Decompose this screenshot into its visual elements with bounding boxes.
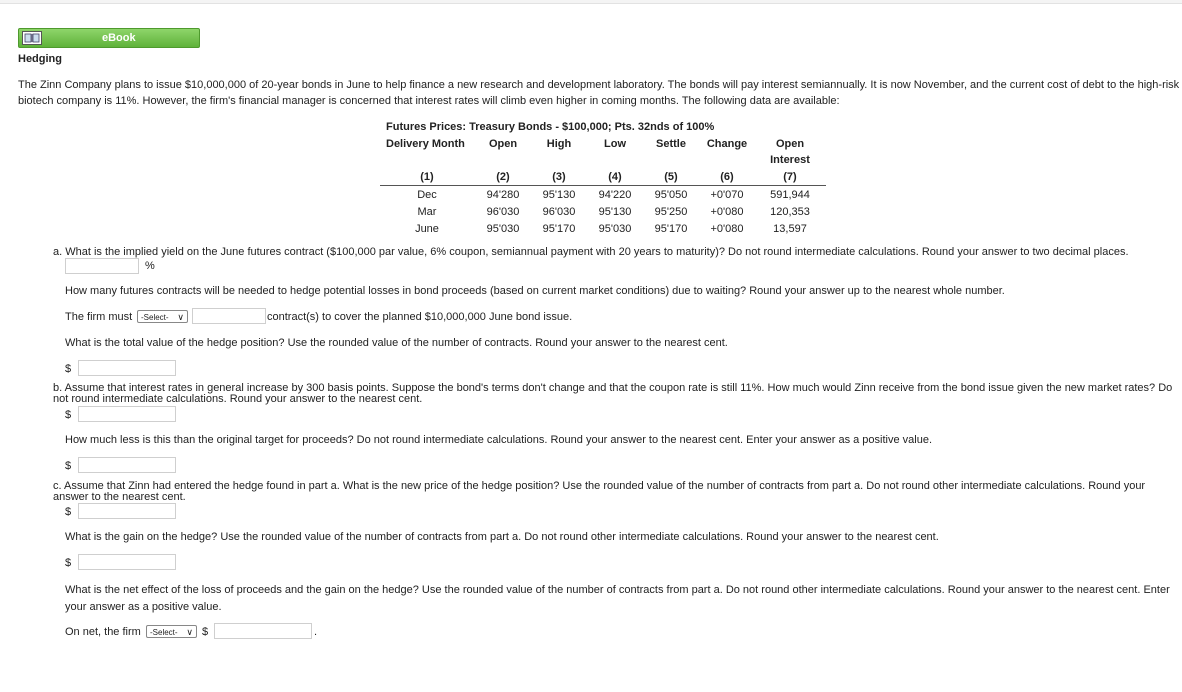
chevron-down-icon: ∨ (186, 627, 193, 637)
percent-unit: % (145, 260, 155, 272)
header-open: Open (488, 138, 518, 150)
net-effect-input[interactable] (214, 623, 312, 639)
chevron-down-icon: ∨ (177, 312, 184, 322)
table-cell: Mar (417, 206, 437, 218)
ebook-label: eBook (102, 32, 136, 44)
col-number-7: (7) (783, 171, 797, 183)
col-number-4: (4) (608, 171, 622, 183)
col-number-2: (2) (496, 171, 510, 183)
part-b-question-1: b. Assume that interest rates in general increase by 300 basis points. Suppose the bond's terms don't change and that the coupon rate is still 11%. How much would Zinn receive from the bond issue given the new market rates? Do not round intermediate calculations. Round your answer to the nearest cent. (53, 382, 1173, 405)
table-cell: 95'170 (542, 223, 576, 235)
part-b-question-2: How much less is this than the original target for proceeds? Do not round intermediate calculations. Round your answer to the nearest cent. Enter your answer as a positive value. (65, 434, 933, 446)
on-net-label: On net, the firm (65, 626, 141, 638)
header-delivery-month: Delivery Month (386, 138, 465, 150)
buy-sell-select[interactable] (137, 310, 188, 323)
table-cell: +0'080 (710, 206, 744, 218)
intro-paragraph: The Zinn Company plans to issue $10,000,000 of 20-year bonds in June to help finance a new research and development laboratory. The bonds will pay interest semiannually. It is now November, and the current cost of debt to the high-risk biotech company is 11%. However, the firm's financial manager is concerned that interest rates will climb even higher in coming months. The following data are available: (18, 79, 1180, 107)
contracts-suffix: contract(s) to cover the planned $10,000,000 June bond issue. (267, 311, 573, 323)
table-cell: 95'030 (598, 223, 632, 235)
proceeds-shortfall-input[interactable] (78, 457, 176, 473)
table-cell: 591,944 (770, 189, 810, 201)
part-a-question-1: a. What is the implied yield on the June futures contract ($100,000 par value, 6% coupon, semiannual payment with 20 years to maturity)? Do not round intermediate calculations. Round your answer to two decimal places. (53, 246, 1129, 258)
table-cell: 95'130 (598, 206, 632, 218)
col-number-6: (6) (720, 171, 734, 183)
table-cell: 120,353 (770, 206, 810, 218)
hedge-gain-input[interactable] (78, 554, 176, 570)
table-cell: 95'170 (654, 223, 688, 235)
net-effect-select[interactable] (146, 625, 197, 638)
contracts-input[interactable] (192, 308, 266, 324)
select-value: -Select- (150, 628, 178, 637)
bond-proceeds-input[interactable] (78, 406, 176, 422)
book-icon (22, 31, 42, 45)
table-cell: 95'250 (654, 206, 688, 218)
dollar-sign: $ (65, 557, 72, 569)
part-c-question-2: What is the gain on the hedge? Use the rounded value of the number of contracts from part a. Do not round other intermediate calculations. Round your answer to the nearest cent. (65, 531, 939, 543)
header-change: Change (706, 138, 748, 150)
hedge-value-input[interactable] (78, 360, 176, 376)
dollar-sign: $ (65, 506, 72, 518)
top-border (0, 0, 1182, 4)
col-number-1: (1) (420, 171, 434, 183)
table-cell: +0'080 (710, 223, 744, 235)
select-value: -Select- (141, 313, 169, 322)
net-suffix: . (314, 626, 318, 638)
table-cell: 95'030 (486, 223, 520, 235)
dollar-sign: $ (65, 409, 72, 421)
dollar-sign: $ (65, 460, 72, 472)
header-high: High (546, 138, 572, 150)
part-c-question-1: c. Assume that Zinn had entered the hedge found in part a. What is the new price of the hedge position? Use the rounded value of the number of contracts from part a. Do not round other intermediate calculations. Round your answer to the nearest cent. (53, 480, 1146, 503)
table-cell: 94'280 (486, 189, 520, 201)
table-cell: 95'050 (654, 189, 688, 201)
table-caption: Futures Prices: Treasury Bonds - $100,000; Pts. 32nds of 100% (386, 121, 715, 133)
table-cell: 96'030 (486, 206, 520, 218)
page-title: Hedging (18, 53, 62, 65)
header-open-interest-2: Interest (770, 154, 810, 166)
dollar-sign: $ (65, 363, 72, 375)
table-cell: Dec (417, 189, 437, 201)
table-rule (380, 185, 826, 186)
table-cell: 94'220 (598, 189, 632, 201)
table-cell: 96'030 (542, 206, 576, 218)
hedge-new-price-input[interactable] (78, 503, 176, 519)
table-cell: +0'070 (710, 189, 744, 201)
part-c-question-3: What is the net effect of the loss of proceeds and the gain on the hedge? Use the rounded value of the number of contracts from part a. Do not round other intermediate calculations. Round your answer to the nearest cent. Enter your answer as a positive value. (65, 584, 1170, 613)
header-low: Low (604, 138, 626, 150)
firm-must-label: The firm must (65, 311, 133, 323)
header-open-interest-1: Open (775, 138, 805, 150)
header-settle: Settle (656, 138, 686, 150)
col-number-3: (3) (552, 171, 566, 183)
ebook-button[interactable] (18, 28, 200, 48)
table-cell: June (415, 223, 439, 235)
table-cell: 95'130 (542, 189, 576, 201)
table-cell: 13,597 (773, 223, 807, 235)
dollar-sign: $ (202, 626, 209, 638)
implied-yield-input[interactable] (65, 258, 139, 274)
part-a-question-3: What is the total value of the hedge position? Use the rounded value of the number of contracts. Round your answer to the nearest cent. (65, 337, 728, 349)
part-a-question-2: How many futures contracts will be needed to hedge potential losses in bond proceeds (based on current market conditions) due to waiting? Round your answer up to the nearest whole number. (65, 285, 1005, 297)
col-number-5: (5) (664, 171, 678, 183)
